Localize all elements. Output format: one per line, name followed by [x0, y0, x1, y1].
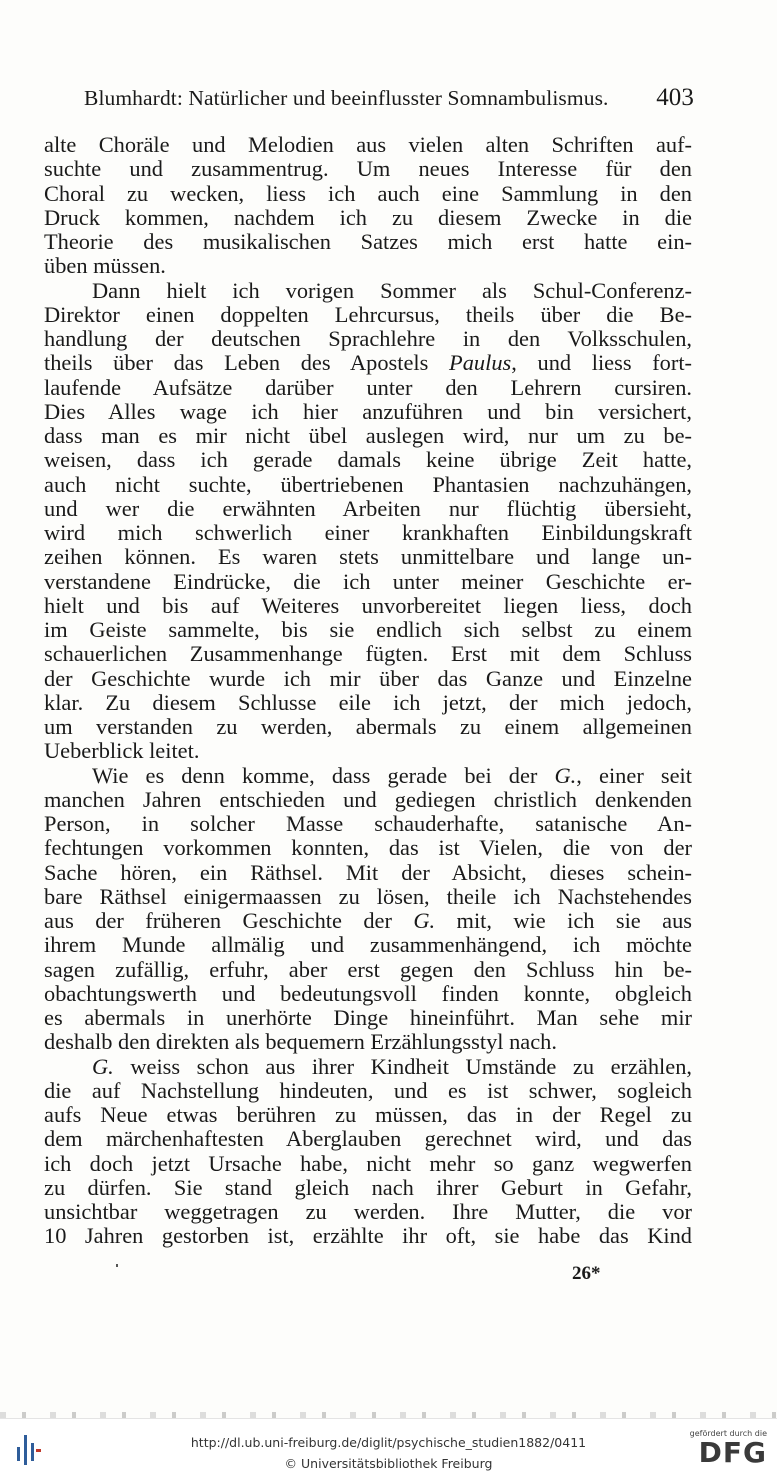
body-text — [44, 133, 692, 1249]
text-line: sagen zufällig, erfuhr, aber erst gegen den Schluss hin be- — [44, 956, 692, 982]
text-line: auch nicht suchte, übertriebenen Phantasien nachzuhängen, — [44, 471, 692, 497]
text-line: ich doch jetzt Ursache habe, nicht mehr so ganz wegwerfen — [44, 1150, 692, 1176]
text-line: suchte und zusammentrug. Um neues Interesse für den — [44, 156, 692, 182]
text-line: deshalb den direkten als bequemern Erzählungsstyl nach. — [44, 1029, 557, 1055]
text-line: dass man es mir nicht übel auslegen wird, nur um zu be- — [44, 423, 692, 448]
text-line: ihrem Munde allmälig und zusammenhängend, ich möchte — [44, 932, 692, 958]
italic-term: G. — [92, 1053, 114, 1079]
page-number: 403 — [656, 84, 694, 111]
text-line: klar. Zu diesem Schlusse eile ich jetzt, der mich jedoch, — [44, 689, 692, 715]
text-line: aus der früheren Geschichte der G. mit, wie ich sie aus — [44, 908, 692, 933]
text-line: Wie es denn komme, dass gerade bei der G., einer seit — [92, 762, 692, 788]
text-line: alte Choräle und Melodien aus vielen alten Schriften auf- — [44, 132, 692, 157]
italic-term: G. — [413, 908, 436, 933]
text-line: verstandene Eindrücke, die ich unter meiner Geschichte er- — [44, 568, 692, 594]
text-line: bare Räthsel einigermaassen zu lösen, theile ich Nachstehendes — [44, 883, 692, 909]
text-line: Person, in solcher Masse schauderhafte, satanische An- — [44, 811, 692, 836]
text-line: schauerlichen Zusammenhange fügten. Erst mit dem Schluss — [44, 641, 692, 667]
text-line: dem märchenhaftesten Aberglauben gerechnet wird, und das — [44, 1126, 692, 1152]
text-line: und wer die erwähnten Arbeiten nur flüchtig übersieht, — [44, 495, 692, 521]
dfg-funder-logo — [683, 1429, 767, 1473]
running-head — [62, 84, 694, 116]
dfg-logo-text: DFG — [698, 1436, 767, 1469]
text-line: obachtungswerth und bedeutungsvoll finden konnte, obgleich — [44, 980, 692, 1006]
viewer-footer — [0, 1418, 777, 1478]
text-line: Theorie des musikalischen Satzes mich erst hatte ein- — [44, 229, 692, 254]
text-line: aufs Neue etwas berühren zu müssen, das in der Regel zu — [44, 1102, 692, 1127]
text-line: hielt und bis auf Weiteres unvorbereitet liegen liess, doch — [44, 592, 692, 618]
funder-caption: gefördert durch die — [689, 1429, 767, 1438]
text-line: um verstanden zu werden, abermals zu einem allgemeinen — [44, 714, 692, 739]
text-line: im Geiste sammelte, bis sie endlich sich selbst zu einem — [44, 617, 692, 642]
text-line: Ueberblick leitet. — [44, 738, 200, 764]
text-line: üben müssen. — [44, 253, 166, 279]
italic-term: Paulus — [449, 350, 512, 376]
permalink-url[interactable]: http://dl.ub.uni-freiburg.de/diglit/psychische_studien1882/0411 — [190, 1435, 587, 1450]
text-line: weisen, dass ich gerade damals keine übrige Zeit hatte, — [44, 447, 692, 473]
text-line: Dann hielt ich vorigen Sommer als Schul-Conferenz- — [92, 277, 692, 303]
text-line: unsichtbar weggetragen zu werden. Ihre Mutter, die vor — [44, 1199, 692, 1224]
text-line: Direktor einen doppelten Lehrcursus, theils über die Be- — [44, 301, 692, 327]
text-line: die auf Nachstellung hindeuten, und es ist schwer, sogleich — [44, 1077, 692, 1103]
italic-term: G. — [554, 762, 577, 788]
text-line: Choral zu wecken, liess ich auch eine Sammlung in den — [44, 180, 692, 206]
text-line: es abermals in unerhörte Dinge hineinführt. Man sehe mir — [44, 1005, 692, 1030]
text-line: fechtungen vorkommen konnten, das ist Vielen, die von der — [44, 835, 692, 861]
text-line: zu dürfen. Sie stand gleich nach ihrer Geburt in Gefahr, — [44, 1174, 692, 1200]
text-line: handlung der deutschen Sprachlehre in den Volksschulen, — [44, 326, 692, 351]
text-line: 10 Jahren gestorben ist, erzählte ihr oft, sie habe das Kind — [44, 1223, 692, 1249]
text-line: zeihen können. Es waren stets unmittelbare und lange un- — [44, 544, 692, 570]
text-line: Dies Alles wage ich hier anzuführen und bin versichert, — [44, 398, 692, 424]
scan-speck — [116, 1264, 118, 1267]
text-line: Druck kommen, nachdem ich zu diesem Zwecke in die — [44, 204, 692, 230]
signature-mark: 26* — [572, 1263, 601, 1284]
text-line: wird mich schwerlich einer krankhaften Einbildungskraft — [44, 520, 692, 545]
text-line: laufende Aufsätze darüber unter den Lehrern cursiren. — [44, 374, 692, 400]
text-line: der Geschichte wurde ich mir über das Ganze und Einzelne — [44, 665, 692, 691]
text-line: G. weiss schon aus ihrer Kindheit Umstände zu erzählen, — [92, 1053, 692, 1079]
running-title: Blumhardt: Natürlicher und beeinflusster Somnambulismus. — [84, 86, 609, 110]
text-line: manchen Jahren entschieden und gediegen christlich denkenden — [44, 786, 692, 812]
text-line: theils über das Leben des Apostels Paulus, und liess fort- — [44, 350, 692, 376]
copyright-notice: © Universitätsbibliothek Freiburg — [284, 1456, 493, 1471]
text-line: Sache hören, ein Räthsel. Mit der Absicht, dieses schein- — [44, 859, 692, 885]
